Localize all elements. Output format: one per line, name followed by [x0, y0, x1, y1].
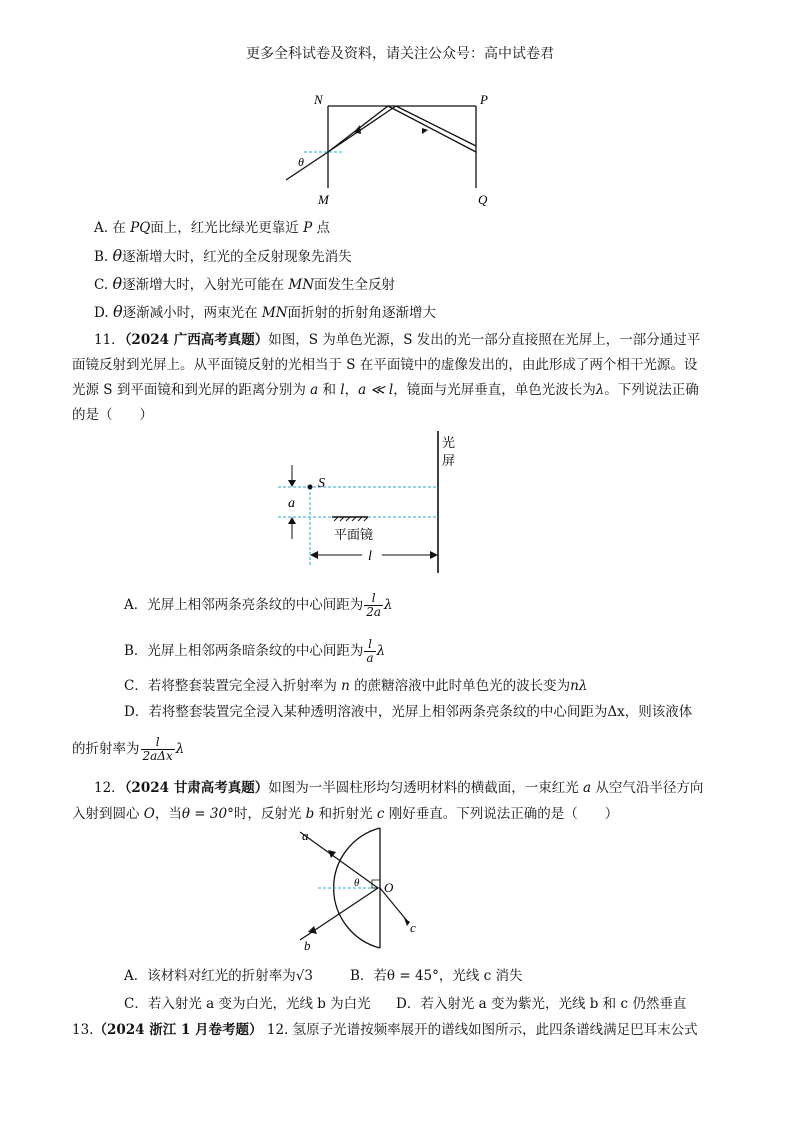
label-theta: θ	[354, 877, 360, 889]
label-O: O	[384, 880, 394, 895]
q10-option-b: B. θ逐渐增大时，红光的全反射现象先消失	[94, 246, 352, 265]
label-N: N	[314, 92, 323, 107]
q10-option-c: C. θ逐渐增大时，入射光可能在 MN面发生全反射	[94, 274, 396, 293]
q11-option-b: B．光屏上相邻两条暗条纹的中心间距为 $\frac{l}{a}$ λ	[124, 637, 386, 665]
label-b: b	[304, 938, 311, 953]
source-S	[308, 485, 313, 490]
q11-option-d-line1: D．若将整套装置完全浸入某种透明溶液中，光屏上相邻两条亮条纹的中心间距为Δx，则该液体	[124, 704, 693, 720]
q12-option-a: A．该材料对红光的折射率为√3	[124, 968, 313, 984]
incident-ray	[286, 152, 328, 180]
q11-stem-line3: 光源 S 到平面镜和到光屏的距离分别为 a 和 l，a ≪ l，镜面与光屏垂直，单色光波长为λ。下列说法正确	[72, 382, 699, 398]
label-screen-1: 光	[442, 435, 456, 450]
q12-option-c: C．若入射光 a 变为白光，光线 b 为白光	[124, 996, 371, 1012]
label-mirror: 平面镜	[334, 527, 374, 542]
ray-a	[300, 832, 378, 888]
label-a: a	[302, 828, 309, 843]
figure-lloyd-mirror	[270, 425, 470, 580]
q11-stem-line2: 面镜反射到光屏上。从平面镜反射的光相当于 S 在平面镜中的虚像发出的，由此形成了两个相干光源。设	[72, 357, 698, 373]
q10-option-d: D. θ逐渐减小时，两束光在 MN面折射的折射角逐渐增大	[94, 302, 437, 321]
q11-option-d-line2: 的折射率为 $\frac{l}{\text{2aΔx}}$ λ	[72, 735, 185, 763]
label-theta: θ	[298, 155, 304, 169]
q11-stem-line1: 11．（2024 广西高考真题）如图，S 为单色光源，S 发出的光一部分直接照在光屏上，一部分通过平	[94, 332, 701, 348]
label-screen-2: 屏	[442, 453, 456, 468]
figure-semicircle	[290, 822, 440, 954]
q11-option-c: C．若将整套装置完全浸入折射率为 n 的蔗糖溶液中此时单色光的波长变为nλ	[124, 678, 588, 694]
q12-stem-line1: 12．（2024 甘肃高考真题）如图为一半圆柱形均匀透明材料的横截面，一束红光 a 从空气沿半径方向	[94, 780, 704, 796]
q11-option-a: A．光屏上相邻两条亮条纹的中心间距为 $\frac{l}{2a}$ λ	[124, 591, 393, 619]
label-l: l	[368, 549, 372, 564]
q11-stem-line4: 的是（ ）	[72, 407, 153, 423]
label-Q: Q	[478, 192, 488, 207]
q12-option-d: D．若入射光 a 变为紫光，光线 b 和 c 仍然垂直	[396, 996, 687, 1012]
q12-stem-line2: 入射到圆心 O，当θ = 30°时，反射光 b 和折射光 c 刚好垂直。下列说法正确的是（ ）	[72, 806, 619, 822]
label-P: P	[480, 92, 488, 107]
label-S: S	[318, 476, 325, 491]
label-c: c	[410, 920, 416, 935]
figure-refraction-box	[270, 92, 500, 217]
q10-option-a: A. 在 PQ面上，红光比绿光更靠近 P 点	[94, 220, 330, 236]
page-header: 更多全科试卷及资料，请关注公众号：高中试卷君	[246, 46, 554, 62]
q13-stem: 13.（2024 浙江 1 月卷考题） 12. 氢原子光谱按频率展开的谱线如图所示，此四条谱线满足巴耳末公式	[72, 1022, 698, 1038]
label-M: M	[318, 192, 329, 207]
label-a: a	[288, 496, 295, 511]
q12-option-b: B．若θ = 45°，光线 c 消失	[350, 968, 523, 984]
